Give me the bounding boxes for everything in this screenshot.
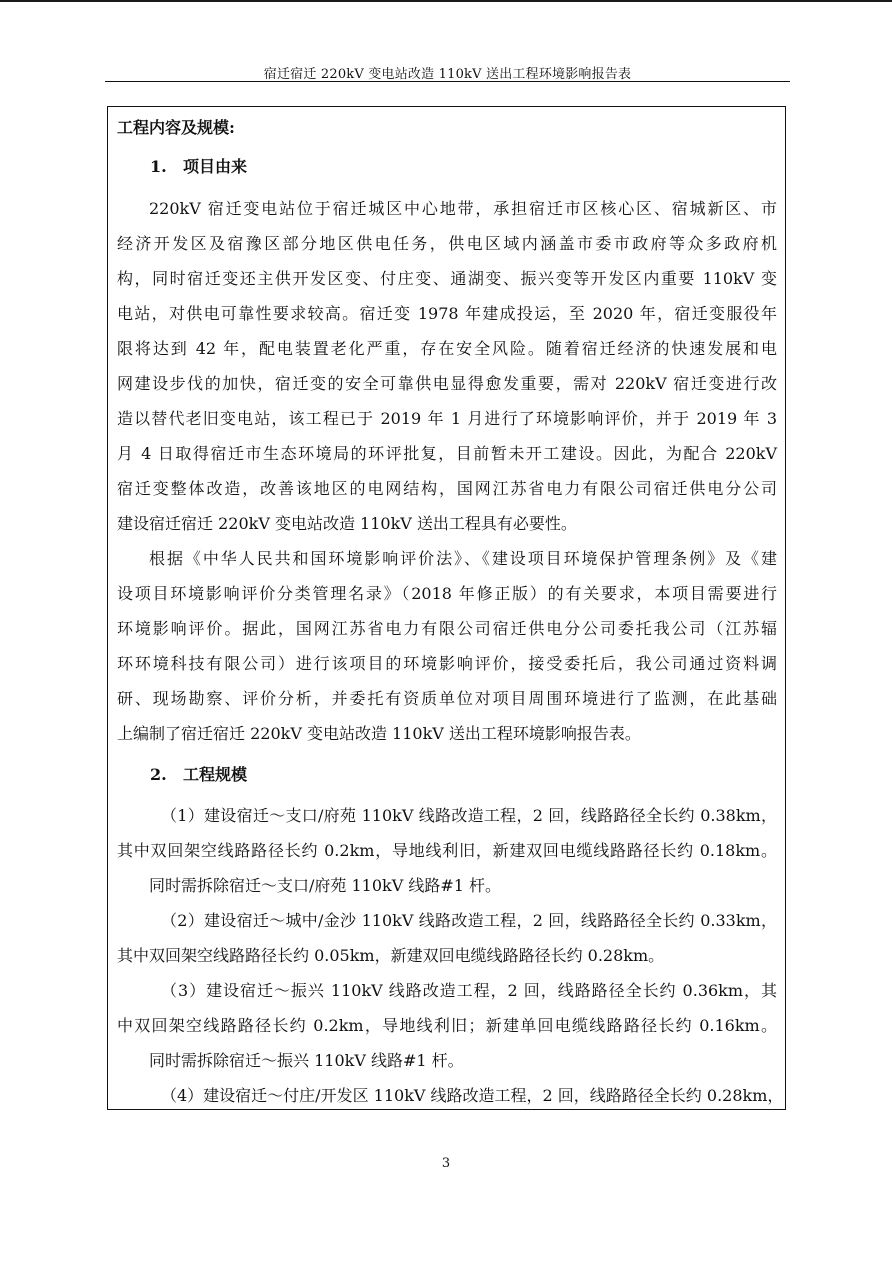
para1-line: 限将达到 42 年，配电装置老化严重，存在安全风险。随着宿迁经济的快速发展和电: [117, 339, 777, 358]
para1-line: 宿迁变整体改造，改善该地区的电网结构，国网江苏省电力有限公司宿迁供电分公司: [117, 479, 777, 498]
para2-line: 设项目环境影响评价分类管理名录》（2018 年修正版）的有关要求，本项目需要进行: [117, 584, 777, 603]
scale-line: 同时需拆除宿迁～振兴 110kV 线路#1 杆。: [149, 1051, 464, 1070]
para2-line: 环环境科技有限公司）进行该项目的环境影响评价，接受委托后，我公司通过资料调: [117, 654, 777, 673]
para2-line: 环境影响评价。据此，国网江苏省电力有限公司宿迁供电分公司委托我公司（江苏辐: [117, 619, 777, 638]
para2-line: 根据《中华人民共和国环境影响评价法》、《建设项目环境保护管理条例》及《建: [149, 549, 777, 568]
section-title: 工程内容及规模:: [117, 118, 235, 137]
sub2-title: 工程规模: [183, 765, 248, 784]
para1-line: 月 4 日取得宿迁市生态环境局的环评批复，目前暂未开工建设。因此，为配合 220kV: [117, 444, 777, 463]
scale-line: 其中双回架空线路路径长约 0.05km，新建双回电缆线路路径长约 0.28km。: [117, 946, 665, 965]
para1-line: 网建设步伐的加快，宿迁变的安全可靠供电显得愈发重要，需对 220kV 宿迁变进行改: [117, 374, 777, 393]
para1-line: 造以替代老旧变电站，该工程已于 2019 年 1 月进行了环境影响评价，并于 2019 年 3: [117, 409, 777, 428]
top-border-line: [0, 0, 892, 2]
page-number: 3: [441, 1156, 451, 1171]
para1-line: 经济开发区及宿豫区部分地区供电任务，供电区域内涵盖市委市政府等众多政府机: [117, 234, 777, 253]
scale-line: （3）建设宿迁～振兴 110kV 线路改造工程，2 回，线路路径全长约 0.36km，其: [161, 981, 777, 1000]
scale-line: （2）建设宿迁～城中/金沙 110kV 线路改造工程，2 回，线路路径全长约 0.33km，: [161, 911, 777, 930]
para2-line: 研、现场勘察、评价分析，并委托有资质单位对项目周围环境进行了监测，在此基础: [117, 689, 777, 708]
para1-line: 220kV 宿迁变电站位于宿迁城区中心地带，承担宿迁市区核心区、宿城新区、市: [149, 199, 777, 218]
para1-line: 构，同时宿迁变还主供开发区变、付庄变、通湖变、振兴变等开发区内重要 110kV 变: [117, 269, 777, 288]
scale-line: 同时需拆除宿迁～支口/府苑 110kV 线路#1 杆。: [149, 876, 502, 895]
scale-line: 中双回架空线路路径长约 0.2km，导地线利旧；新建单回电缆线路路径长约 0.16km。: [117, 1016, 777, 1035]
scale-line: （4）建设宿迁～付庄/开发区 110kV 线路改造工程，2 回，线路路径全长约 0.28km，: [161, 1086, 784, 1105]
scale-line: 其中双回架空线路路径长约 0.2km，导地线利旧，新建双回电缆线路路径长约 0.18km。: [117, 841, 777, 860]
document-header-title: 宿迁宿迁 220kV 变电站改造 110kV 送出工程环境影响报告表: [263, 67, 632, 82]
content-table-cell: [107, 106, 786, 1110]
sub2-number: 2.: [150, 765, 167, 784]
para2-line: 上编制了宿迁宿迁 220kV 变电站改造 110kV 送出工程环境影响报告表。: [117, 724, 641, 743]
para1-line: 建设宿迁宿迁 220kV 变电站改造 110kV 送出工程具有必要性。: [117, 514, 577, 533]
scale-line: （1）建设宿迁～支口/府苑 110kV 线路改造工程，2 回，线路路径全长约 0.38km，: [161, 806, 777, 825]
sub1-number: 1.: [150, 157, 167, 176]
sub1-title: 项目由来: [183, 157, 248, 176]
header-rule: [105, 81, 790, 82]
para1-line: 电站，对供电可靠性要求较高。宿迁变 1978 年建成投运，至 2020 年，宿迁变服役年: [117, 304, 777, 323]
